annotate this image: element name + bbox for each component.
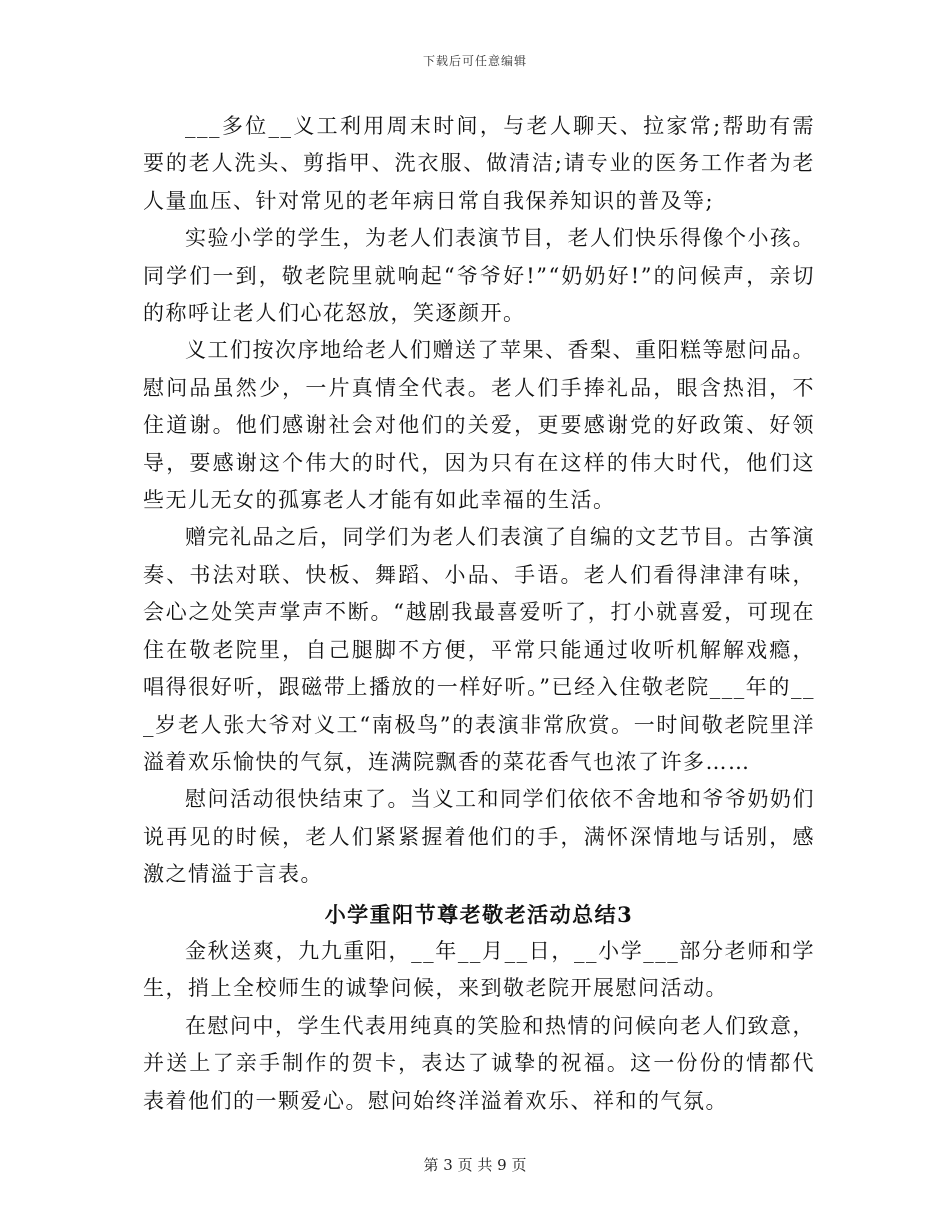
page-number: 第 3 页 共 9 页 — [423, 1156, 527, 1174]
paragraph-students-performance: 实验小学的学生，为老人们表演节目，老人们快乐得像个小孩。同学们一到，敬老院里就响起“爷爷好!”“奶奶好!”的问候声，亲切的称呼让老人们心花怒放，笑逐颜开。 — [143, 226, 815, 326]
page-header-note: 下载后可任意编辑 — [422, 54, 527, 68]
paragraph-art-program: 赠完礼品之后，同学们为老人们表演了自编的文艺节目。古筝演奏、书法对联、快板、舞蹈、小品、手语。老人们看得津津有味，会心之处笑声掌声不断。“越剧我最喜爱听了，打小就喜爱，可现在住在敬老院里，自己腿脚不方便，平常只能通过收听机解解戏瘾，唱得很好听，跟磁带上播放的一样好听。”已经入住敬老院___年的___岁老人张大爷对义工“南极鸟”的表演非常欣赏。一时间敬老院里洋溢着欢乐愉快的气氛，连满院飘香的菜花香气也浓了许多…… — [143, 525, 815, 774]
section-title: 小学重阳节尊老敬老活动总结3 — [324, 901, 634, 927]
document-body — [143, 108, 815, 1120]
paragraph-autumn-visit: 金秋送爽，九九重阳，__年__月__日，__小学___部分老师和学生，捎上全校师生的诚挚问候，来到敬老院开展慰问活动。 — [143, 938, 815, 1001]
paragraph-farewell: 慰问活动很快结束了。当义工和同学们依依不舍地和爷爷奶奶们说再见的时候，老人们紧紧握着他们的手，满怀深情地与话别，感激之情溢于言表。 — [143, 787, 815, 887]
paragraph-greetings: 在慰问中，学生代表用纯真的笑脸和热情的问候向老人们致意，并送上了亲手制作的贺卡，表达了诚挚的祝福。这一份份的情都代表着他们的一颗爱心。慰问始终洋溢着欢乐、祥和的气氛。 — [143, 1013, 815, 1113]
paragraph-volunteers: ___多位__义工利用周末时间，与老人聊天、拉家常;帮助有需要的老人洗头、剪指甲、洗衣服、做清洁;请专业的医务工作者为老人量血压、针对常见的老年病日常自我保养知识的普及等; — [143, 114, 815, 213]
paragraph-gifts: 义工们按次序地给老人们赠送了苹果、香梨、重阳糕等慰问品。慰问品虽然少，一片真情全代表。老人们手捧礼品，眼含热泪，不住道谢。他们感谢社会对他们的关爱，更要感谢党的好政策、好领导，要感谢这个伟大的时代，因为只有在这样的伟大时代，他们这些无儿无女的孤寡老人才能有如此幸福的生活。 — [143, 338, 815, 513]
